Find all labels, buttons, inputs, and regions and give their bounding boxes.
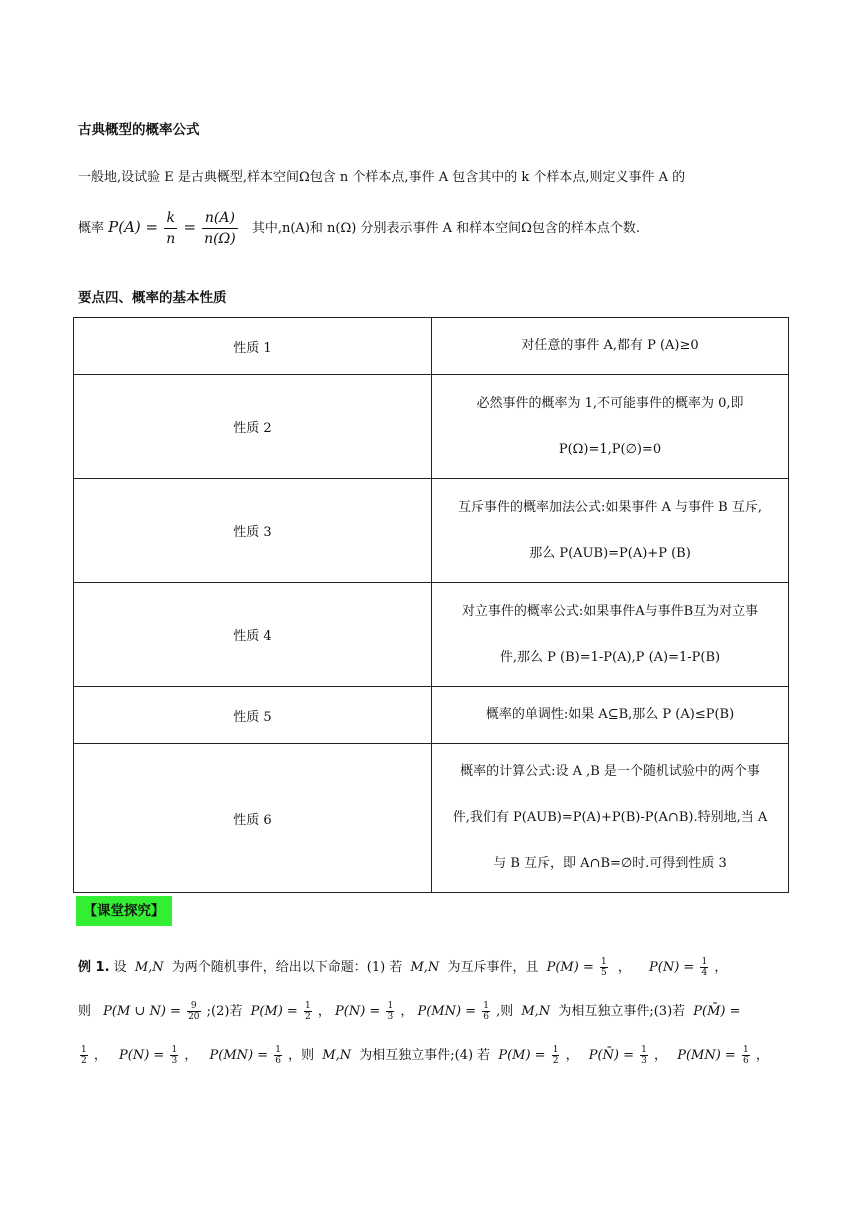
- example-label: 例 1.: [78, 960, 110, 975]
- property-description-line: 必然事件的概率为 1,不可能事件的概率为 0,即: [476, 395, 744, 411]
- fraction: [304, 1001, 312, 1022]
- fraction: [187, 1001, 200, 1022]
- fraction: [640, 1045, 648, 1066]
- property-name: 性质 3: [74, 479, 432, 583]
- numerator: 1: [641, 1045, 647, 1055]
- property-row: [74, 687, 789, 744]
- text: ;(2)若: [206, 1004, 243, 1019]
- math-pmbar: P(M̄) =: [693, 1004, 741, 1019]
- property-row: [74, 318, 789, 375]
- text: 设: [113, 960, 127, 975]
- math-pn: P(N) =: [335, 1004, 381, 1019]
- fraction: [742, 1045, 750, 1066]
- fraction-k-over-n: [164, 208, 177, 249]
- math-pmn: P(MN) =: [417, 1004, 477, 1019]
- math-pm: P(M) =: [546, 960, 594, 975]
- property-row: [74, 375, 789, 479]
- property-description: [432, 375, 789, 479]
- denominator: 3: [171, 1056, 178, 1066]
- numerator: 1: [275, 1045, 281, 1055]
- numerator: k: [166, 210, 176, 226]
- formula-line: [78, 208, 640, 249]
- denominator: 6: [483, 1012, 489, 1022]
- property-row: [74, 583, 789, 687]
- numerator: 1: [304, 1001, 311, 1011]
- property-description-line: 那么 P(AUB)=P(A)+P (B): [529, 545, 691, 561]
- fraction: [482, 1001, 490, 1022]
- example-line-1: 例 1. 设 M,N 为两个随机事件，给出以下命题：(1) 若 M,N 为互斥事件，且 P(M) = $\frac{1}{5}$ ， P(N) = $\frac{1}{4}$ ，: [78, 957, 728, 978]
- property-description: [432, 479, 789, 583]
- property-name: 性质 4: [74, 583, 432, 687]
- numerator: 1: [171, 1045, 178, 1055]
- numerator: 1: [552, 1045, 559, 1055]
- denominator: 2: [552, 1056, 559, 1066]
- section-heading-properties: 要点四、概率的基本性质: [78, 290, 227, 306]
- property-row: [74, 744, 789, 893]
- text: 为相互独立事件;(4) 若: [359, 1048, 491, 1063]
- section-heading-classical-probability: 古典概型的概率公式: [78, 122, 200, 138]
- math-pmn: P(MN) =: [677, 1048, 736, 1063]
- property-description-line: 互斥事件的概率加法公式:如果事件 A 与事件 B 互斥,: [458, 499, 762, 515]
- properties-table: [73, 317, 789, 893]
- property-name: 性质 1: [74, 318, 432, 375]
- property-description: [432, 583, 789, 687]
- property-description-line: 概率的计算公式:设 A ,B 是一个随机试验中的两个事: [460, 764, 760, 779]
- property-description-line: 件,那么 P (B)=1-P(A),P (A)=1-P(B): [499, 649, 721, 665]
- fraction: [170, 1045, 178, 1066]
- numerator: 1: [387, 1001, 394, 1011]
- text: 为互斥事件，且: [447, 960, 539, 975]
- property-description-line: P(Ω)=1,P(∅)=0: [558, 441, 662, 457]
- property-name: 性质 6: [74, 744, 432, 893]
- formula-explanation: 其中,n(A)和 n(Ω) 分别表示事件 A 和样本空间Ω包含的样本点个数.: [251, 221, 641, 236]
- denominator: 2: [81, 1056, 87, 1066]
- property-description-line: 概率的单调性:如果 A⊆B,那么 P (A)≤P(B): [485, 707, 735, 722]
- property-description-line: 件,我们有 P(AUB)=P(A)+P(B)-P(A∩B).特别地,当 A: [452, 810, 768, 825]
- property-description: [432, 318, 789, 375]
- property-description: [432, 687, 789, 744]
- paragraph-line: 一般地,设试验 E 是古典概型,样本空间Ω包含 n 个样本点,事件 A 包含其中的 k 个样本点,则定义事件 A 的: [78, 170, 686, 185]
- math-pmn: P(MN) =: [209, 1048, 269, 1063]
- fraction: [552, 1045, 560, 1066]
- fraction: [274, 1045, 282, 1066]
- denominator: 6: [275, 1056, 281, 1066]
- property-description: [432, 744, 789, 893]
- property-description-line: 与 B 互斥，即 A∩B=∅时.可得到性质 3: [493, 856, 727, 871]
- text: 为两个随机事件，给出以下命题：(1) 若: [171, 960, 403, 975]
- denominator: 2: [304, 1012, 311, 1022]
- denominator: 4: [701, 968, 708, 978]
- math-mn: M,N: [521, 1004, 551, 1019]
- numerator: 1: [742, 1045, 749, 1055]
- numerator: 1: [483, 1001, 489, 1011]
- math-pm: P(M) =: [498, 1048, 546, 1063]
- fraction-nA-over-nOmega: [202, 208, 238, 249]
- denominator: 5: [600, 968, 607, 978]
- text: ，则: [288, 1048, 315, 1063]
- denominator: 3: [387, 1012, 394, 1022]
- property-name: 性质 5: [74, 687, 432, 744]
- fraction: [600, 957, 608, 978]
- numerator: 1: [600, 957, 607, 967]
- example-line-3: $\frac{1}{2}$ ， P(N) = $\frac{1}{3}$ ， P(MN) = $\frac{1}{6}$ ，则 M,N 为相互独立事件;(4) 若 P(M) = $\frac{1}{2}$ ， P(N̄) = $\frac{1}{3}$ ， P(MN) = $\frac{1}{6}$ ，: [81, 1045, 769, 1066]
- math-mn: M,N: [410, 960, 440, 975]
- denominator: n: [164, 228, 177, 249]
- math-pn: P(N) =: [649, 960, 695, 975]
- classroom-inquiry-badge: 【课堂探究】: [76, 896, 172, 926]
- math-pn: P(N) =: [119, 1048, 165, 1063]
- equals-sign: =: [183, 218, 197, 236]
- denominator: 6: [742, 1056, 749, 1066]
- numerator: 9: [190, 1001, 197, 1011]
- formula-lhs: P(A) =: [108, 218, 159, 236]
- math-pm: P(M) =: [250, 1004, 298, 1019]
- formula-prefix: 概率: [78, 221, 105, 236]
- denominator: n(Ω): [202, 228, 238, 249]
- math-mn: M,N: [322, 1048, 352, 1063]
- math-pnbar: P(N̄) =: [588, 1048, 635, 1063]
- denominator: 3: [641, 1056, 647, 1066]
- text: 则: [78, 1004, 92, 1019]
- math-mn: M,N: [134, 960, 164, 975]
- example-line-2: 则 P(M ∪ N) = $\frac{9}{20}$ ;(2)若 P(M) = $\frac{1}{2}$ ， P(N) = $\frac{1}{3}$ ， P(MN) = $\frac{1}{6}$ ,则 M,N 为相互独立事件;(3)若 P(M̄) =: [78, 1001, 741, 1022]
- text: 为相互独立事件;(3)若: [558, 1004, 686, 1019]
- numerator: n(A): [204, 210, 235, 226]
- property-row: [74, 479, 789, 583]
- fraction: [80, 1045, 88, 1066]
- math-punion: P(M ∪ N) =: [103, 1004, 181, 1019]
- property-name: 性质 2: [74, 375, 432, 479]
- property-description-line: 对立事件的概率公式:如果事件A与事件B互为对立事: [461, 603, 759, 619]
- fraction: [386, 1001, 394, 1022]
- numerator: 1: [701, 957, 708, 967]
- fraction: [700, 957, 708, 978]
- numerator: 1: [81, 1045, 87, 1055]
- property-description-line: 对任意的事件 A,都有 P (A)≥0: [521, 338, 699, 353]
- text: ,则: [496, 1004, 514, 1019]
- denominator: 20: [188, 1012, 200, 1022]
